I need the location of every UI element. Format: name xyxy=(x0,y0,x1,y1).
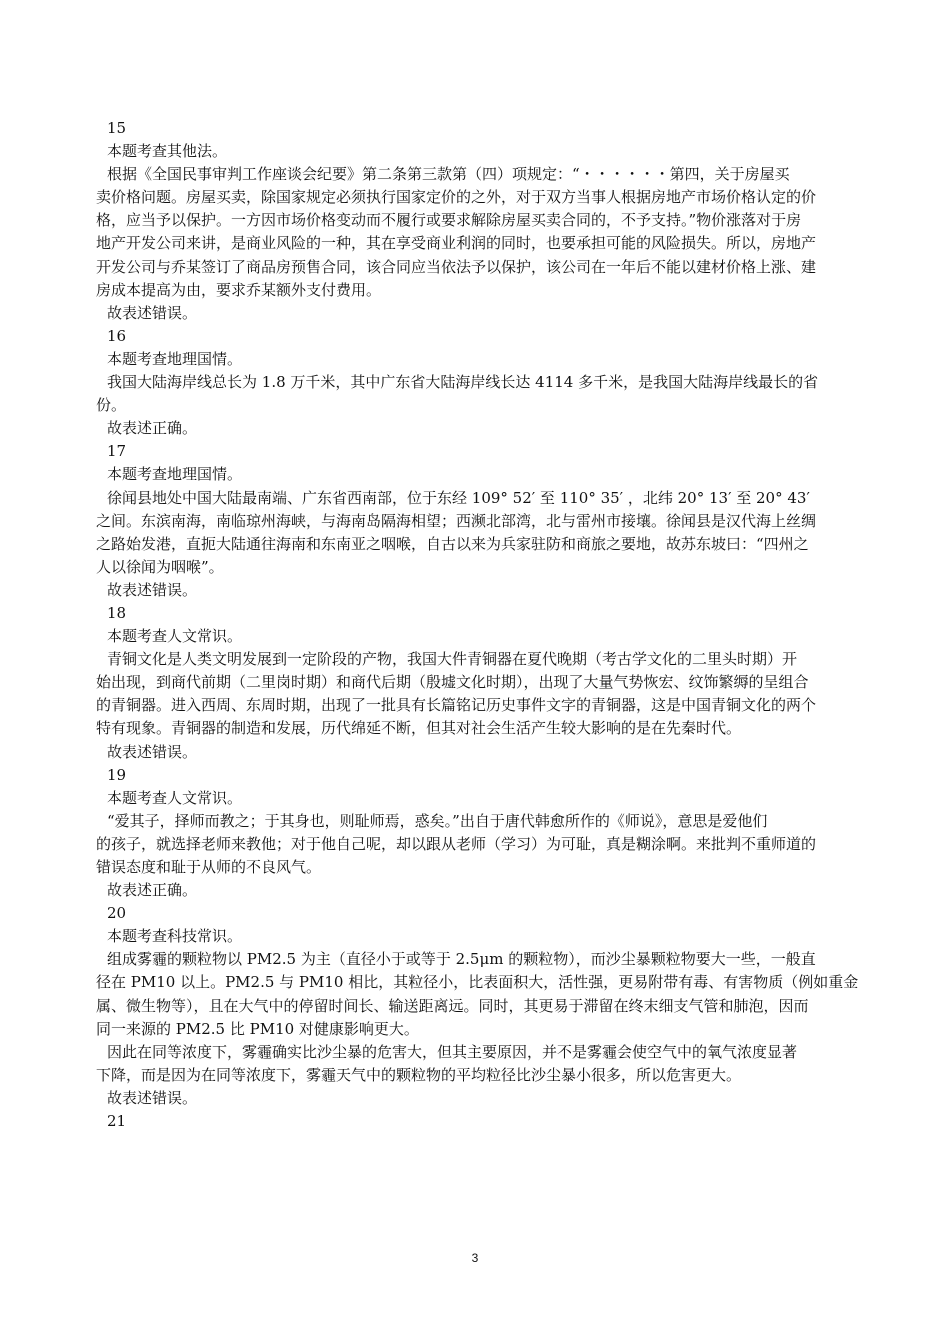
question-topic: 本题考查地理国情。 xyxy=(107,465,243,484)
explanation-paragraph: 因此在同等浓度下，雾霾确实比沙尘暴的危害大，但其主要原因，并不是雾霾会使空气中的氧气浓度显著 下降，而是因为在同等浓度下，雾霾天气中的颗粒物的平均粒径比沙尘暴小很多，所以危害更大。 xyxy=(96,1042,798,1084)
document-body xyxy=(96,117,877,1133)
explanation-paragraph: 青铜文化是人类文明发展到一定阶段的产物，我国大件青铜器在夏代晚期（考古学文化的二里头时期）开 始出现，到商代前期（二里岗时期）和商代后期（殷墟文化时期），出现了大量气势恢宏、纹饰繁缛的呈组合 的青铜器。进入西周、东周时期，出现了一批具有长篇铭记历史事件文字的青铜器，这是中国青铜文化的两个 特有现象。青铜器的制造和发展，历代绵延不断，但其对社会生活产生较大影响的是在先秦时代。 xyxy=(96,650,817,738)
explanation-paragraph: 组成雾霾的颗粒物以 PM2.5 为主（直径小于或等于 2.5μm 的颗粒物），而沙尘暴颗粒物要大一些，一般直 径在 PM10 以上。PM2.5 与 PM10 相比，其粒径小，比表面积大，活性强，更易附带有毒、有害物质（例如重金 属、微生物等），且在大气中的停留时间长、输送距离远。同时，其更易于滞留在终末细支气管和肺泡，因而 同一来源的 PM2.5 比 PM10 对健康影响更大。 xyxy=(96,950,859,1038)
question-number: 17 xyxy=(107,442,127,461)
explanation-paragraph: “爱其子，择师而教之；于其身也，则耻师焉，惑矣。”出自于唐代韩愈所作的《师说》，意思是爱他们 的孩子，就选择老师来教他；对于他自己呢，却以跟从老师（学习）为可耻，真是糊涂啊。来批判不重师道的 错误态度和耻于从师的不良风气。 xyxy=(96,811,817,876)
question-number: 21 xyxy=(107,1112,127,1131)
conclusion: 故表述错误。 xyxy=(107,1088,198,1107)
question-topic: 本题考查地理国情。 xyxy=(107,349,243,368)
page-number: 3 xyxy=(471,1251,479,1265)
question-topic: 本题考查人文常识。 xyxy=(107,627,243,646)
conclusion: 故表述正确。 xyxy=(107,881,198,900)
question-number: 19 xyxy=(107,765,127,784)
conclusion: 故表述错误。 xyxy=(107,303,198,322)
question-topic: 本题考查科技常识。 xyxy=(107,927,243,946)
conclusion: 故表述错误。 xyxy=(107,580,198,599)
question-topic: 本题考查其他法。 xyxy=(107,142,228,161)
explanation-paragraph: 我国大陆海岸线总长为 1.8 万千米，其中广东省大陆海岸线长达 4114 多千米，是我国大陆海岸线最长的省 份。 xyxy=(96,373,819,415)
explanation-paragraph: 徐闻县地处中国大陆最南端、广东省西南部，位于东经 109° 52′ 至 110° 35′ ，北纬 20° 13′ 至 20° 43′ 之间。东滨南海，南临琼州海峡，与海南岛隔海相望；西濒北部湾，北与雷州市接壤。徐闻县是汉代海上丝绸 之路始发港，直扼大陆通往海南和东南亚之咽喉，自古以来为兵家驻防和商旅之要地，故苏东坡曰：“四州之 人以徐闻为咽喉”。 xyxy=(96,488,817,576)
conclusion: 故表述正确。 xyxy=(107,419,198,438)
question-number: 18 xyxy=(107,603,127,622)
explanation-paragraph: 根据《全国民事审判工作座谈会纪要》第二条第三款第（四）项规定：“・・・・・・第四，关于房屋买 卖价格问题。房屋买卖，除国家规定必须执行国家定价的之外，对于双方当事人根据房地产市场价格认定的价 格，应当予以保护。一方因市场价格变动而不履行或要求解除房屋买卖合同的，不予支持。”物价涨落对于房 地产开发公司来讲，是商业风险的一种，其在享受商业利润的同时，也要承担可能的风险损失。所以，房地产 开发公司与乔某签订了商品房预售合同，该合同应当依法予以保护，该公司在一年后不能以建材价格上涨、建 房成本提高为由，要求乔某额外支付费用。 xyxy=(96,165,817,299)
conclusion: 故表述错误。 xyxy=(107,742,198,761)
question-topic: 本题考查人文常识。 xyxy=(107,788,243,807)
question-number: 16 xyxy=(107,326,127,345)
question-number: 15 xyxy=(107,119,127,137)
question-number: 20 xyxy=(107,904,127,923)
